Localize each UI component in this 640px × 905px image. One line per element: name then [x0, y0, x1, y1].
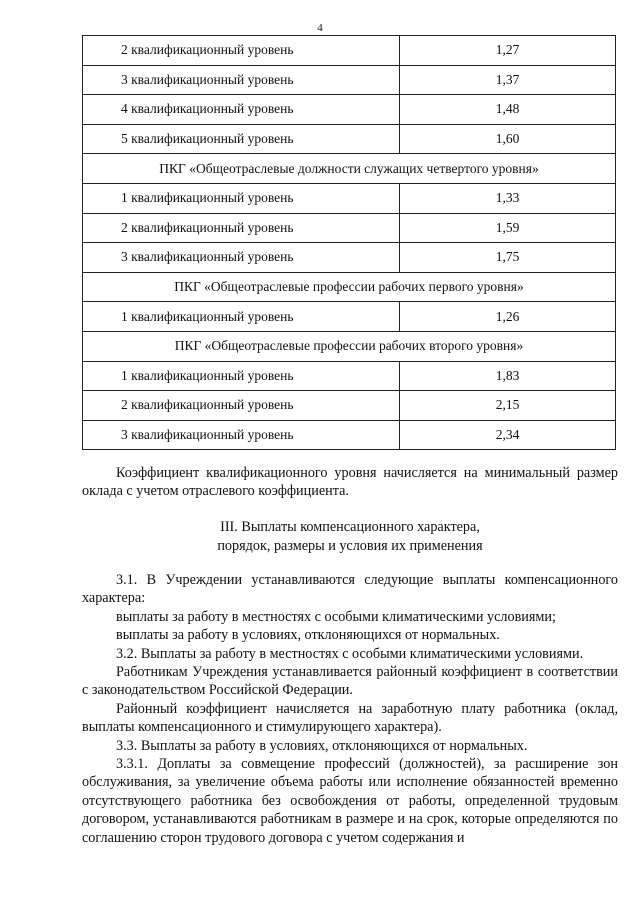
level-label: 3 квалификационный уровень: [83, 420, 400, 450]
table-row: [83, 302, 616, 332]
table-row: [83, 243, 616, 273]
section-heading: [82, 518, 618, 555]
level-label: 1 квалификационный уровень: [83, 183, 400, 213]
page-number: 4: [317, 22, 323, 34]
level-label: 5 квалификационный уровень: [83, 124, 400, 154]
table-row: [83, 183, 616, 213]
coefficient-value: 1,33: [400, 183, 616, 213]
coefficient-value: 1,75: [400, 243, 616, 273]
level-label: 2 квалификационный уровень: [83, 391, 400, 421]
table-row: [83, 361, 616, 391]
body-paragraph: Работникам Учреждения устанавливается районный коэффициент в соответствии с законодательством Российской Федерации.: [82, 664, 618, 699]
level-label: 1 квалификационный уровень: [83, 361, 400, 391]
table-row: [83, 213, 616, 243]
table-row: [83, 391, 616, 421]
level-label: 2 квалификационный уровень: [83, 213, 400, 243]
table-row: [83, 420, 616, 450]
body-paragraph: Районный коэффициент начисляется на заработную плату работника (оклад, выплаты компенсационного и стимулирующего характера).: [82, 700, 618, 736]
body-paragraph: 3.2. Выплаты за работу в местностях с особыми климатическими условиями.: [116, 645, 584, 662]
body-text: [82, 571, 618, 847]
body-paragraph: выплаты за работу в условиях, отклоняющихся от нормальных.: [116, 627, 500, 644]
table-group-row: [83, 154, 616, 184]
coefficient-value: 1,26: [400, 302, 616, 332]
level-label: 4 квалификационный уровень: [83, 95, 400, 125]
body-paragraph: 3.1. В Учреждении устанавливаются следующие выплаты компенсационного характера:: [82, 572, 618, 607]
section-heading-line2: порядок, размеры и условия их применения: [217, 537, 483, 554]
group-title: ПКГ «Общеотраслевые профессии рабочих второго уровня»: [83, 331, 616, 361]
level-label: 2 квалификационный уровень: [83, 36, 400, 66]
table-group-row: [83, 331, 616, 361]
level-label: 3 квалификационный уровень: [83, 243, 400, 273]
coefficient-value: 1,27: [400, 36, 616, 66]
coefficient-value: 1,48: [400, 95, 616, 125]
table-row: [83, 36, 616, 66]
table-row: [83, 65, 616, 95]
table-row: [83, 124, 616, 154]
coefficient-value: 1,60: [400, 124, 616, 154]
body-paragraph: 3.3. Выплаты за работу в условиях, отклоняющихся от нормальных.: [116, 737, 528, 754]
section-heading-line1: III. Выплаты компенсационного характера,: [220, 519, 480, 535]
level-label: 1 квалификационный уровень: [83, 302, 400, 332]
group-title: ПКГ «Общеотраслевые профессии рабочих первого уровня»: [83, 272, 616, 302]
coefficient-value: 1,37: [400, 65, 616, 95]
note-paragraph: Коэффициент квалификационного уровня начисляется на минимальный размер оклада с учетом отраслевого коэффициента.: [82, 465, 618, 500]
body-paragraph: выплаты за работу в местностях с особыми климатическими условиями;: [116, 608, 556, 625]
table-group-row: [83, 272, 616, 302]
coefficient-value: 2,34: [400, 420, 616, 450]
body-paragraph: 3.3.1. Доплаты за совмещение профессий (должностей), за расширение зон обслуживания, за увеличение объема работы или исполнение обязанностей временно отсутствующего работника без освобождения от работы, определенной трудовым договором, устанавливаются работникам в размере и на срок, которые определяются по соглашению сторон трудового договора с учетом содержания и: [82, 756, 618, 846]
coefficient-value: 1,59: [400, 213, 616, 243]
table-row: [83, 95, 616, 125]
coefficient-table: [82, 35, 616, 450]
coefficient-value: 1,83: [400, 361, 616, 391]
group-title: ПКГ «Общеотраслевые должности служащих четвертого уровня»: [83, 154, 616, 184]
coefficient-value: 2,15: [400, 391, 616, 421]
level-label: 3 квалификационный уровень: [83, 65, 400, 95]
